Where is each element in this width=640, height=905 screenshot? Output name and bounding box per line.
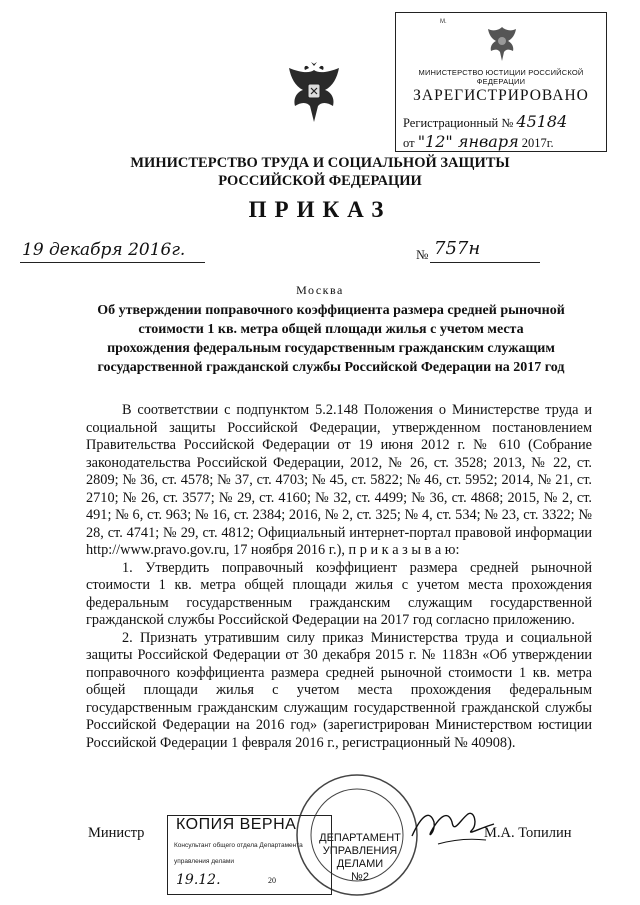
item-1-paragraph: 1. Утвердить поправочный коэффициент размера средней рыночной стоимости 1 кв. метра общей площади жилья с учетом места прохождения федеральным государственным гражданским служащим государственной гражданской службы Российской Федерации на 2017 год согласно приложению. bbox=[86, 559, 592, 628]
copy-stamp-line-2: управления делами bbox=[174, 858, 234, 865]
registration-stamp bbox=[395, 12, 607, 152]
stamp-status: ЗАРЕГИСТРИРОВАНО bbox=[413, 87, 589, 104]
stamp-registration-line bbox=[403, 112, 567, 131]
stamp-year: 2017г. bbox=[521, 136, 554, 150]
order-body bbox=[86, 402, 592, 752]
seal-line-2: УПРАВЛЕНИЯ bbox=[322, 845, 398, 857]
order-subject: Об утверждении поправочного коэффициента размера средней рыночной стоимости 1 кв. метра общей площади жилья с учетом места прохождения федеральным государственным гражданским служащим государственной гражданской службы Российской Федерации на 2017 год bbox=[97, 303, 565, 375]
ministry-title: МИНИСТЕРСТВО ТРУДА И СОЦИАЛЬНОЙ ЗАЩИТЫ РОССИЙСКОЙ ФЕДЕРАЦИИ bbox=[130, 155, 510, 189]
order-date: 19 декабря 2016г. bbox=[22, 240, 186, 260]
seal-line-3: ДЕЛАМИ bbox=[336, 858, 384, 870]
stamp-eagle-icon bbox=[482, 21, 522, 65]
coat-of-arms-icon bbox=[283, 60, 345, 126]
copy-stamp-year: 20 bbox=[268, 876, 276, 885]
stamp-reg-label: Регистрационный № bbox=[403, 116, 514, 130]
signature-title: Министр bbox=[88, 825, 145, 841]
stamp-date-line bbox=[403, 132, 554, 151]
seal-line-1: ДЕПАРТАМЕНТ bbox=[319, 832, 401, 844]
signatory-name: М.А. Топилин bbox=[484, 825, 572, 841]
copy-stamp-line-1: Консультант общего отдела Департамента bbox=[174, 842, 303, 849]
number-underline bbox=[430, 262, 540, 263]
stamp-date-value: "12" января bbox=[417, 132, 519, 151]
copy-certified-stamp bbox=[167, 815, 332, 895]
seal-line-4: №2 bbox=[351, 871, 369, 883]
order-number: 757н bbox=[434, 238, 481, 259]
number-sign: № bbox=[416, 247, 429, 262]
stamp-reg-number: 45184 bbox=[516, 112, 568, 131]
copy-stamp-title: КОПИЯ ВЕРНА bbox=[176, 816, 297, 833]
city: Москва bbox=[296, 283, 344, 297]
document-type: ПРИКАЗ bbox=[248, 197, 392, 222]
stamp-ministry: МИНИСТЕРСТВО ЮСТИЦИИ РОССИЙСКОЙ ФЕДЕРАЦИИ bbox=[418, 68, 584, 86]
preamble-paragraph: В соответствии с подпунктом 5.2.148 Положения о Министерстве труда и социальной защиты Российской Федерации, утвержденном постановлением Правительства Российской Федерации от 19 июня 2012 г. № 610 (Собрание законодательства Российской Федерации, 2012, № 26, ст. 3528; 2013, № 22, ст. 2809; № 36, ст. 4578; № 37, ст. 4703; № 45, ст. 5822; № 46, ст. 5952; 2014, № 21, ст. 2710; № 26, ст. 3577; № 29, ст. 4160; № 32, ст. 4499; № 36, ст. 4868; 2015, № 2, ст. 491; № 6, ст. 963; № 16, ст. 2384; 2016, № 2, ст. 325; № 4, ст. 534; № 23, ст. 3322; № 28, ст. 4741; № 29, ст. 4812; Официальный интернет-портал правовой информации http://www.pravo.gov.ru, 17 ноября 2016 г.), п р и к а з ы в а ю: bbox=[86, 402, 592, 558]
copy-stamp-date: 19.12. bbox=[176, 872, 221, 888]
stamp-date-prefix: от bbox=[403, 136, 415, 150]
date-underline bbox=[20, 262, 205, 263]
stamp-header-fragment: М. bbox=[440, 19, 447, 25]
item-2-paragraph: 2. Признать утратившим силу приказ Министерства труда и социальной защиты Российской Федерации от 30 декабря 2015 г. № 1183н «Об утверждении поправочного коэффициента размера средней рыночной стоимости 1 кв. метра общей площади жилья с учетом места прохождения федеральным государственным гражданским служащим государственной гражданской службы Российской Федерации на 2016 год» (зарегистрирован Министерством юстиции Российской Федерации 1 февраля 2016 г., регистрационный № 40908). bbox=[86, 629, 592, 751]
